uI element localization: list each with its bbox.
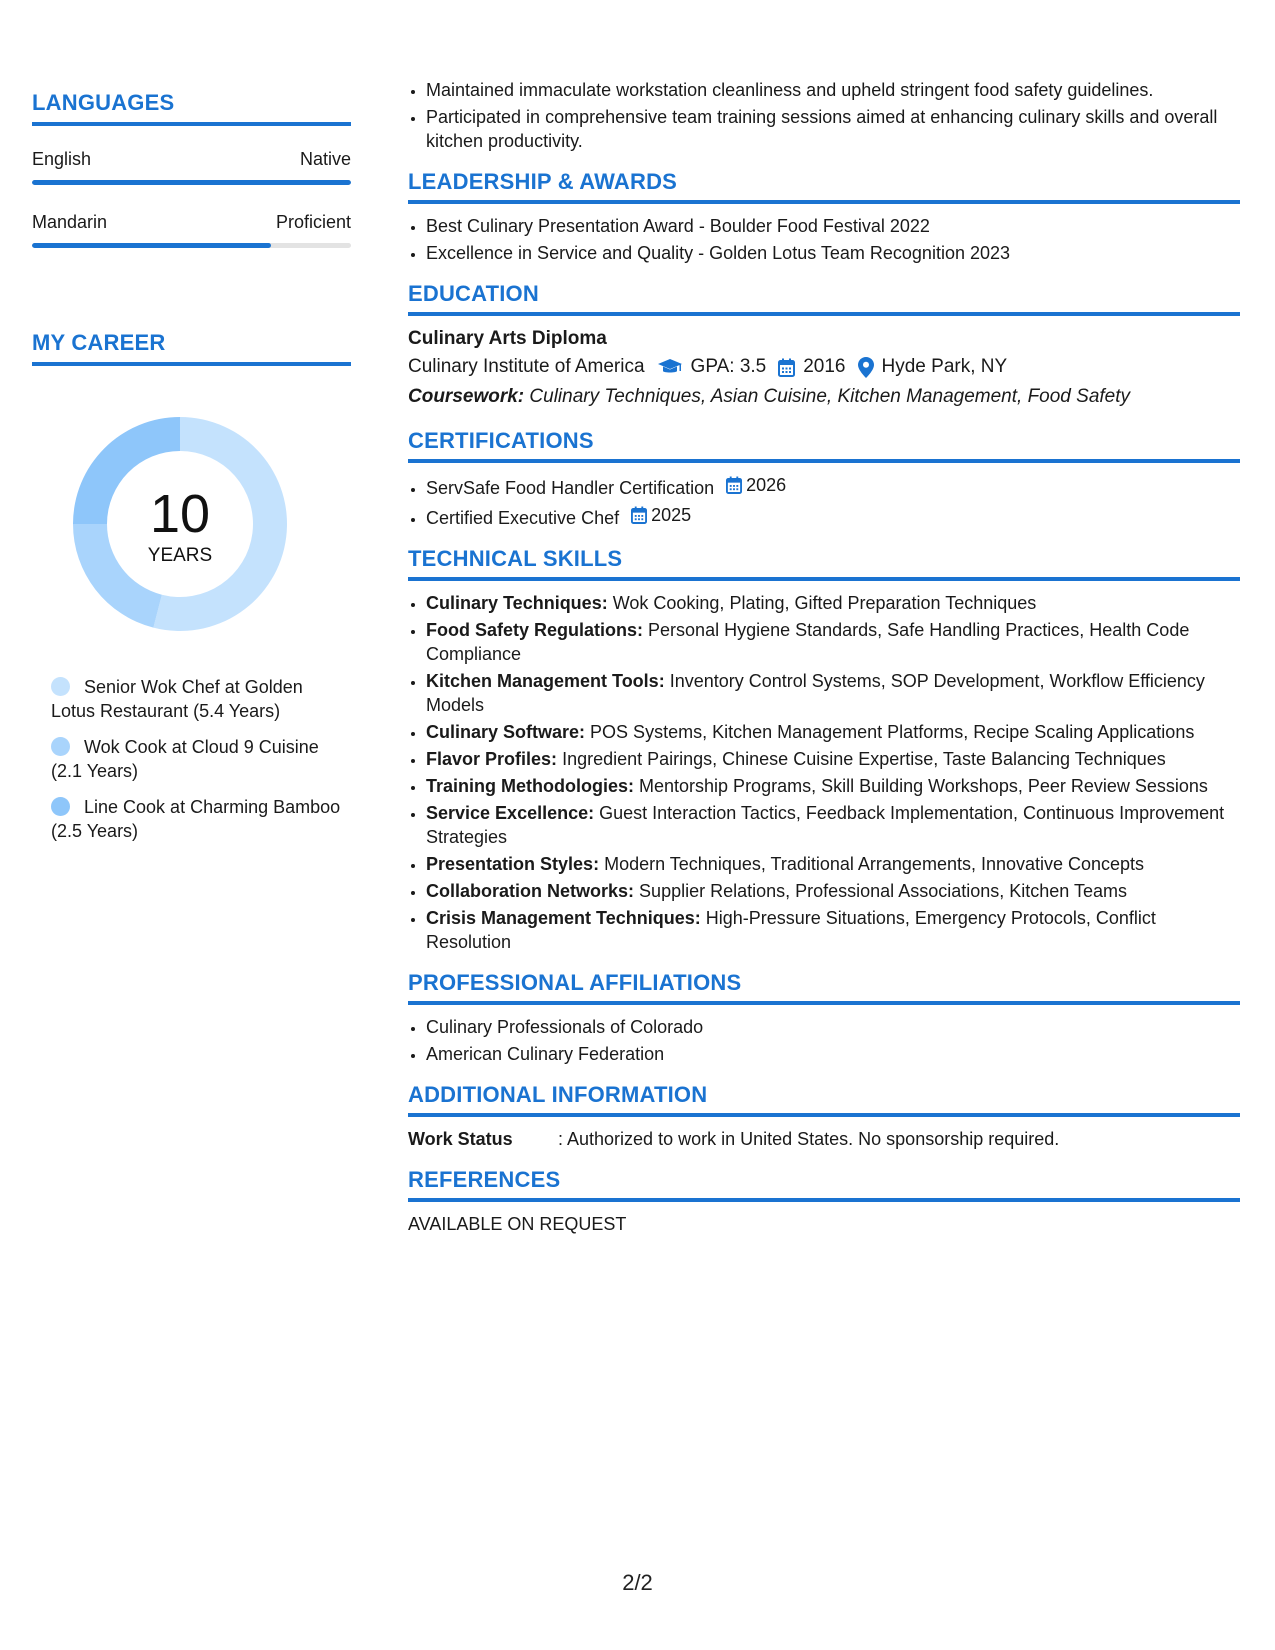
leadership-heading: LEADERSHIP & AWARDS (408, 169, 1240, 204)
certification-item (426, 473, 1240, 500)
career-total-number: 10 (149, 484, 211, 544)
certification-name: ServSafe Food Handler Certification (426, 478, 715, 498)
skill-value: Personal Hygiene Standards, Safe Handling Practices, Health Code Compliance (426, 620, 1190, 664)
skill-label: Collaboration Networks: (426, 881, 635, 901)
references-section (408, 1167, 1240, 1236)
references-heading: REFERENCES (408, 1167, 1240, 1202)
skill-value: High-Pressure Situations, Emergency Protocols, Conflict Resolution (426, 908, 1156, 952)
skill-label: Culinary Techniques: (426, 593, 608, 613)
skill-label: Training Methodologies: (426, 776, 634, 796)
legend-label: Senior Wok Chef at Golden Lotus Restaurant (5.4 Years) (51, 677, 303, 721)
calendar-icon (778, 358, 795, 377)
education-year: 2016 (803, 356, 846, 377)
experience-bullet: • Maintained immaculate workstation cleanliness and upheld stringent food safety guidelines. (426, 78, 1240, 102)
skill-item (426, 774, 1240, 798)
affiliation-item: • American Culinary Federation (426, 1042, 1240, 1066)
work-status-label: Work Status (408, 1129, 513, 1149)
skill-item (426, 747, 1240, 771)
skill-value: Inventory Control Systems, SOP Development, Workflow Efficiency Models (426, 671, 1205, 715)
skill-value: Ingredient Pairings, Chinese Cuisine Expertise, Taste Balancing Techniques (562, 749, 1166, 769)
skills-heading: TECHNICAL SKILLS (408, 546, 1240, 581)
skill-label: Crisis Management Techniques: (426, 908, 701, 928)
skill-item (426, 879, 1240, 903)
right-column (408, 78, 1240, 1236)
language-level: Native (299, 149, 351, 169)
affiliations-heading: PROFESSIONAL AFFILIATIONS (408, 970, 1240, 1005)
skill-label: Food Safety Regulations: (426, 620, 644, 640)
languages-heading: LANGUAGES (32, 90, 351, 126)
work-status-row (408, 1127, 1240, 1151)
skill-label: Kitchen Management Tools: (426, 671, 665, 691)
map-pin-icon (858, 357, 874, 378)
language-item (32, 148, 351, 185)
leadership-section (408, 169, 1240, 265)
calendar-icon (726, 476, 742, 494)
skill-value: Supplier Relations, Professional Associations, Kitchen Teams (639, 881, 1127, 901)
language-level-fill (32, 243, 271, 248)
legend-dot (51, 677, 70, 696)
affiliation-item: • Culinary Professionals of Colorado (426, 1015, 1240, 1039)
career-heading: MY CAREER (32, 330, 351, 366)
education-coursework (408, 382, 1240, 412)
award-item: • Best Culinary Presentation Award - Boulder Food Festival 2022 (426, 214, 1240, 238)
language-level: Proficient (275, 212, 351, 232)
coursework-value: Culinary Techniques, Asian Cuisine, Kitchen Management, Food Safety (529, 386, 1131, 407)
skill-item (426, 801, 1240, 849)
experience-bullets (408, 78, 1240, 153)
education-gpa: GPA: 3.5 (690, 356, 767, 377)
legend-dot (51, 737, 70, 756)
legend-dot (51, 797, 70, 816)
skill-item (426, 720, 1240, 744)
language-item (32, 211, 351, 248)
legend-label: Line Cook at Charming Bamboo (2.5 Years) (51, 797, 341, 841)
education-details (408, 352, 1240, 382)
education-location: Hyde Park, NY (881, 356, 1008, 377)
skill-item (426, 669, 1240, 717)
education-section (408, 281, 1240, 412)
skill-item (426, 618, 1240, 666)
career-legend (32, 675, 351, 843)
skill-label: Presentation Styles: (426, 854, 600, 874)
skill-item (426, 591, 1240, 615)
skill-value: Mentorship Programs, Skill Building Workshops, Peer Review Sessions (639, 776, 1208, 796)
career-donut-chart (65, 409, 295, 639)
experience-bullet: • Participated in comprehensive team training sessions aimed at enhancing culinary skills and overall kitchen productivity. (426, 105, 1240, 153)
skill-value: Wok Cooking, Plating, Gifted Preparation Techniques (612, 593, 1037, 613)
certification-item (426, 503, 1240, 530)
legend-label: Wok Cook at Cloud 9 Cuisine (2.1 Years) (51, 737, 319, 781)
legend-item (51, 735, 351, 783)
skill-item (426, 852, 1240, 876)
education-school: Culinary Institute of America (408, 356, 645, 377)
skill-label: Culinary Software: (426, 722, 586, 742)
additional-info-heading: ADDITIONAL INFORMATION (408, 1082, 1240, 1117)
affiliations-section (408, 970, 1240, 1066)
certifications-section (408, 428, 1240, 530)
skill-label: Flavor Profiles: (426, 749, 558, 769)
references-text: AVAILABLE ON REQUEST (408, 1214, 627, 1234)
legend-item (51, 675, 351, 723)
left-column (32, 90, 351, 855)
skill-item (426, 906, 1240, 954)
skill-value: Modern Techniques, Traditional Arrangements, Innovative Concepts (604, 854, 1145, 874)
skill-value: POS Systems, Kitchen Management Platforms, Recipe Scaling Applications (590, 722, 1195, 742)
award-item: • Excellence in Service and Quality - Golden Lotus Team Recognition 2023 (426, 241, 1240, 265)
certification-year: 2026 (746, 475, 787, 495)
education-heading: EDUCATION (408, 281, 1240, 316)
education-degree: Culinary Arts Diploma (408, 328, 607, 349)
work-status-value: : Authorized to work in United States. No sponsorship required. (558, 1129, 1060, 1149)
certification-year: 2025 (651, 505, 692, 525)
calendar-icon (631, 506, 647, 524)
career-total (65, 409, 295, 639)
legend-item (51, 795, 351, 843)
graduation-cap-icon (657, 358, 683, 376)
certifications-heading: CERTIFICATIONS (408, 428, 1240, 463)
language-level-bar (32, 180, 351, 185)
language-name: English (32, 149, 92, 169)
skills-section (408, 546, 1240, 954)
career-total-unit: YEARS (147, 545, 213, 566)
language-name: Mandarin (32, 212, 108, 232)
certification-name: Certified Executive Chef (426, 508, 620, 528)
page-number: 2/2 (622, 1570, 653, 1595)
skill-value: Guest Interaction Tactics, Feedback Implementation, Continuous Improvement Strategies (426, 803, 1225, 847)
additional-info-section (408, 1082, 1240, 1151)
skill-label: Service Excellence: (426, 803, 595, 823)
language-level-fill (32, 180, 351, 185)
language-level-bar (32, 243, 351, 248)
coursework-label: Coursework: (408, 386, 525, 407)
